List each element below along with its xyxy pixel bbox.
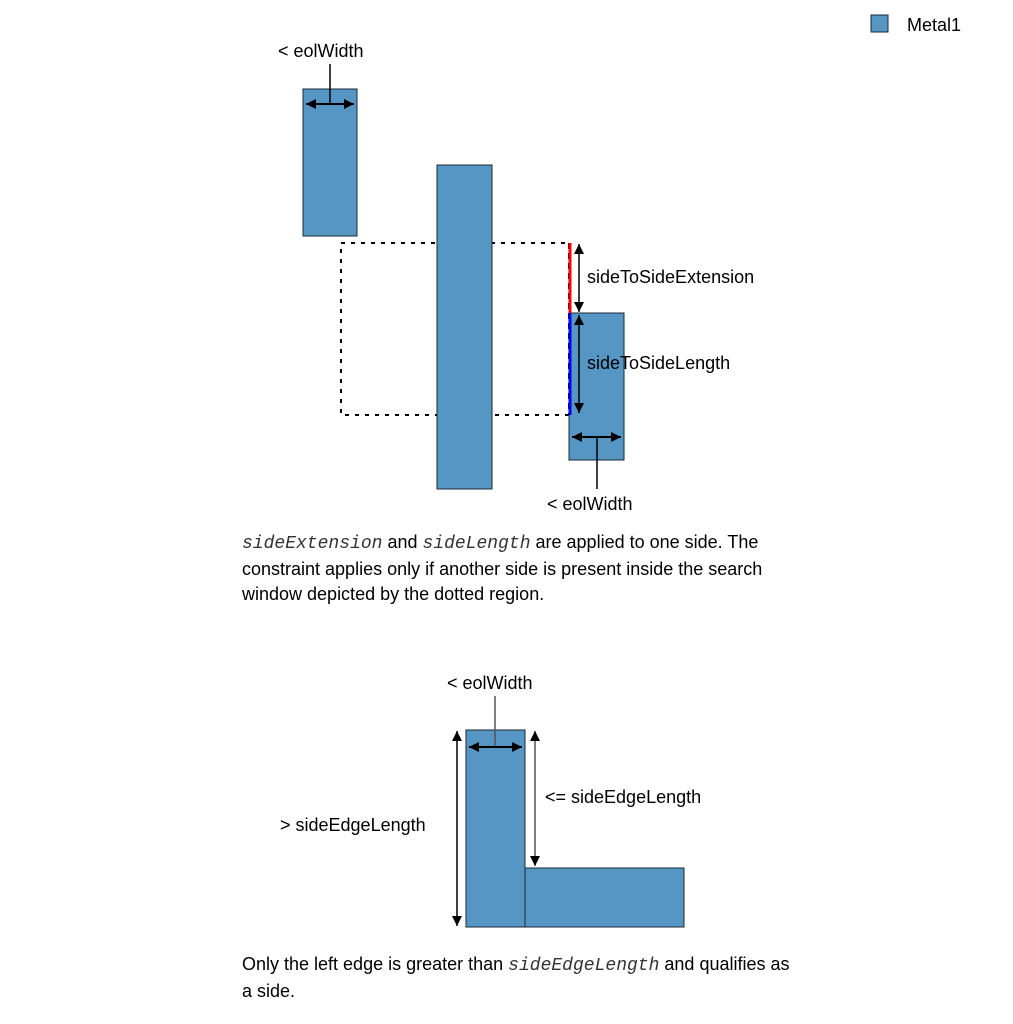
greater-side-edge-length-label: > sideEdgeLength bbox=[280, 815, 426, 835]
legend bbox=[871, 15, 961, 35]
legend-swatch-metal1 bbox=[871, 15, 888, 32]
metal1-shape-vertical bbox=[466, 730, 525, 927]
diagram-1 bbox=[278, 41, 754, 514]
caption-2-text-b: and qualifies as a side. bbox=[242, 954, 790, 1001]
caption-1-term-side-extension: sideExtension bbox=[242, 534, 383, 554]
less-equal-side-edge-length-label: <= sideEdgeLength bbox=[545, 787, 702, 807]
metal1-shape-center bbox=[437, 165, 492, 489]
caption-2-term-side-edge-length: sideEdgeLength bbox=[508, 956, 660, 976]
caption-1-text-b: are applied to one side. The constraint applies only if another side is present inside the search window depicted by the dotted region. bbox=[242, 532, 763, 604]
eol-width-top-label: < eolWidth bbox=[278, 41, 364, 61]
legend-label-metal1: Metal1 bbox=[907, 15, 962, 35]
caption-1-text-a: and bbox=[382, 532, 423, 552]
caption-2-text-a: Only the left edge is greater than bbox=[242, 954, 509, 974]
eol-width-label: < eolWidth bbox=[447, 673, 533, 693]
side-to-side-extension-label: sideToSideExtension bbox=[587, 267, 755, 287]
caption-2 bbox=[242, 952, 802, 1004]
caption-1-term-side-length: sideLength bbox=[422, 534, 531, 554]
metal1-shape-top-left bbox=[303, 89, 357, 236]
diagram-2 bbox=[280, 673, 701, 927]
side-to-side-length-label: sideToSideLength bbox=[587, 353, 731, 373]
metal1-shape-horizontal bbox=[525, 868, 684, 927]
caption-1 bbox=[242, 530, 802, 607]
eol-width-bottom-label: < eolWidth bbox=[547, 494, 633, 514]
